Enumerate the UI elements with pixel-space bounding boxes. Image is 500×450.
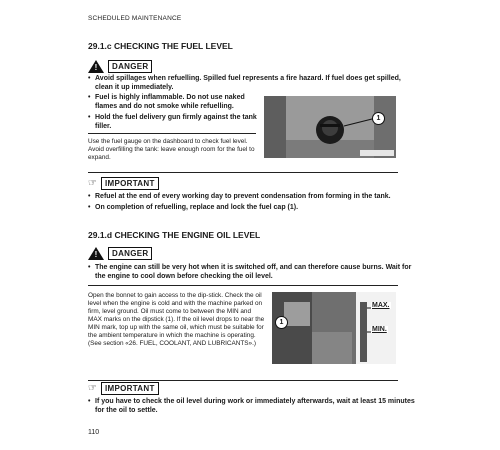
min-mark-label: MIN.: [372, 326, 387, 333]
section-title-oil: 29.1.d CHECKING THE ENGINE OIL LEVEL: [88, 230, 261, 240]
oil-body-text: Open the bonnet to gain access to the dip-stick. Check the oil level when the engine is cold and with the machine parked on firm, level ground. Oil must come to between the MIN and MAX marks on the dipstick (1). If the oil level drops to near the MIN mark, top up with the same oil, which must be suitable for the ambient temperature in which the machine is operating. (See section «26. FUEL, COOLANT, AND LUBRICANTS».): [88, 292, 265, 347]
important-bullet-2: • On completion of refuelling, replace and lock the fuel cap (1).: [88, 204, 299, 211]
pointing-hand-icon: ☞: [88, 382, 96, 394]
dipstick-photo: [272, 292, 396, 364]
important-label: IMPORTANT: [101, 382, 159, 395]
danger-bullet-3: • Hold the fuel delivery gun firmly against the tank filler.: [88, 114, 257, 130]
running-header: SCHEDULED MAINTENANCE: [88, 15, 182, 22]
warning-triangle-icon: !: [88, 247, 104, 260]
fuel-callout-1: 1: [372, 112, 385, 125]
important-bullet-1: • Refuel at the end of every working day to prevent condensation from forming in the tank.: [88, 193, 391, 200]
danger-label: DANGER: [108, 247, 152, 260]
danger-heading-oil: [88, 246, 152, 260]
important-heading-fuel: [88, 177, 159, 189]
important-label: IMPORTANT: [101, 177, 159, 190]
danger-heading-fuel: [88, 59, 152, 73]
danger-bullet-oil-1: • The engine can still be very hot when it is switched off, and can therefore cause burns. Wait for the engine to cool down before checking the oil level.: [88, 264, 412, 280]
max-mark-label: MAX.: [372, 302, 390, 309]
important-bullet-oil-1: • If you have to check the oil level during work or immediately afterwards, wait at least 15 minutes for the oil to settle.: [88, 398, 415, 414]
warning-triangle-icon: !: [88, 60, 104, 73]
danger-bullet-1: • Avoid spillages when refuelling. Spilled fuel represents a fire hazard. If fuel does get spilled, clean it up immediately.: [88, 75, 401, 91]
important-heading-oil: [88, 382, 159, 394]
danger-label: DANGER: [108, 60, 152, 73]
divider: [88, 133, 256, 134]
divider: [88, 172, 398, 173]
danger-bullet-2: • Fuel is highly inflammable. Do not use naked flames and do not smoke while refuelling.: [88, 94, 245, 110]
fuel-cap-illustration: [264, 96, 396, 158]
page-number: 110: [88, 429, 100, 436]
divider: [88, 285, 398, 286]
fuel-body-text: Use the fuel gauge on the dashboard to check fuel level. Avoid overfilling the tank: leave enough room for the fuel to expand.: [88, 138, 255, 161]
oil-callout-1: 1: [275, 316, 288, 329]
section-title-fuel: 29.1.c CHECKING THE FUEL LEVEL: [88, 41, 233, 51]
pointing-hand-icon: ☞: [88, 177, 96, 189]
fuel-cap-photo: [264, 96, 396, 158]
